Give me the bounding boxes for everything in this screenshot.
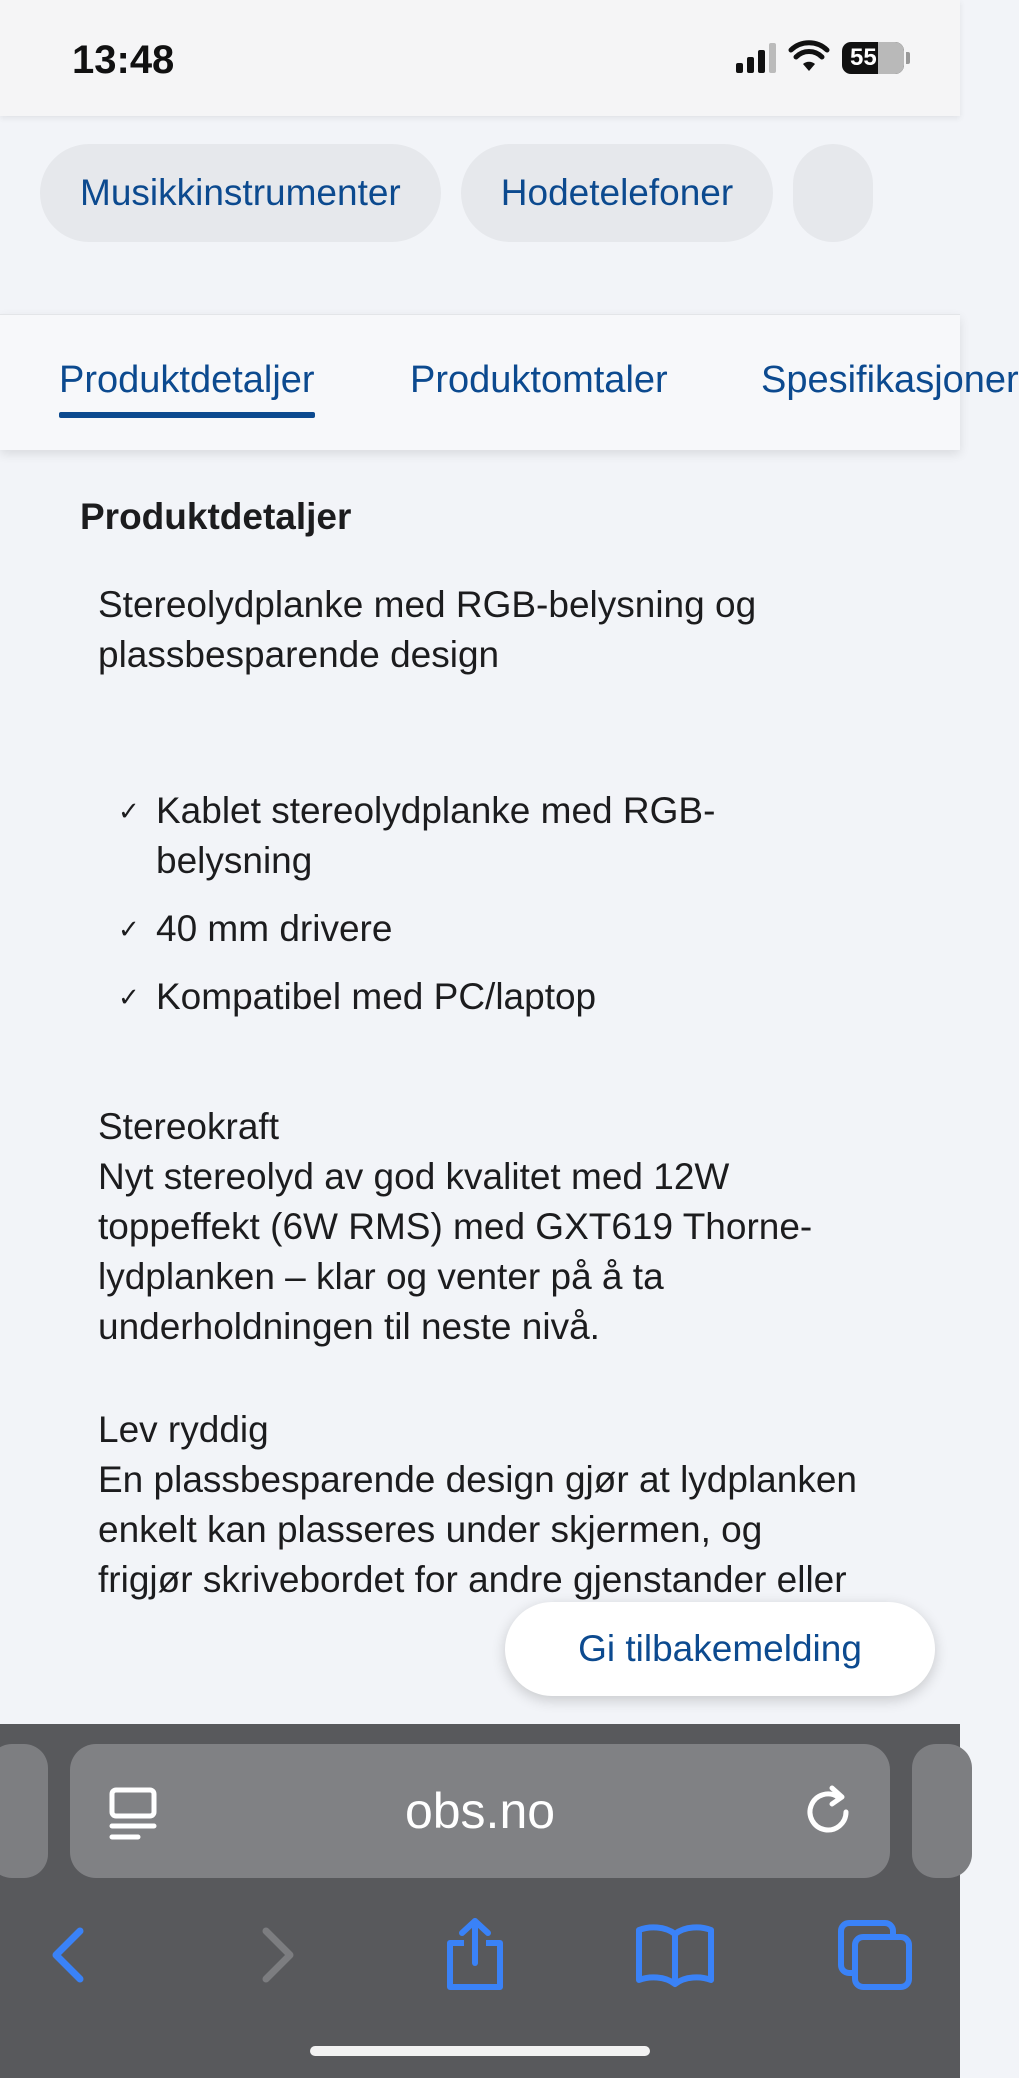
back-icon bbox=[44, 1925, 94, 1985]
tab-spesifikasjoner[interactable]: Spesifikasjoner bbox=[761, 359, 1019, 401]
status-time: 13:48 bbox=[72, 38, 175, 82]
chip-partial[interactable] bbox=[793, 144, 873, 242]
share-icon bbox=[442, 1917, 508, 1993]
home-indicator bbox=[310, 2046, 650, 2056]
battery-tip bbox=[906, 52, 910, 64]
list-item bbox=[118, 972, 858, 1022]
url-text: obs.no bbox=[404, 1783, 556, 1839]
section-title: Produktdetaljer bbox=[80, 496, 352, 537]
feature-text: 40 mm drivere bbox=[156, 908, 393, 949]
check-icon: ✓ bbox=[118, 982, 140, 1012]
reload-icon[interactable] bbox=[802, 1782, 858, 1842]
status-icons bbox=[736, 42, 910, 74]
list-item bbox=[118, 904, 858, 954]
back-button[interactable] bbox=[24, 1910, 114, 2000]
share-button[interactable] bbox=[430, 1910, 520, 2000]
tab-produktdetaljer[interactable]: Produktdetaljer bbox=[59, 359, 315, 401]
check-icon: ✓ bbox=[118, 914, 140, 944]
wifi-icon bbox=[790, 43, 828, 73]
check-icon: ✓ bbox=[118, 796, 140, 826]
block-body: Nyt stereolyd av god kvalitet med 12W toppeffekt (6W RMS) med GXT619 Thorne-lydplanken – klar og venter på å ta underholdningen til neste nivå. bbox=[98, 1156, 813, 1347]
product-intro: Stereolydplanke med RGB-belysning og plassbesparende design bbox=[98, 584, 757, 675]
feature-list bbox=[118, 786, 858, 1040]
product-tabs bbox=[0, 314, 1019, 450]
feedback-button[interactable]: Gi tilbakemelding bbox=[505, 1602, 935, 1696]
forward-button[interactable] bbox=[232, 1910, 322, 2000]
address-bar[interactable] bbox=[70, 1744, 890, 1878]
browser-toolbar bbox=[0, 1900, 960, 2010]
battery-icon bbox=[842, 42, 904, 74]
battery-level: 55 bbox=[850, 44, 877, 71]
block-lev-ryddig bbox=[98, 1405, 858, 1605]
feature-text: Kablet stereolydplanke med RGB-belysning bbox=[156, 790, 716, 881]
block-stereokraft bbox=[98, 1102, 858, 1352]
list-item bbox=[118, 786, 858, 886]
block-heading: Lev ryddig bbox=[98, 1409, 269, 1450]
forward-icon bbox=[252, 1925, 302, 1985]
cellular-signal-icon bbox=[736, 43, 776, 73]
tabs-icon bbox=[837, 1919, 913, 1991]
bookmarks-icon bbox=[635, 1922, 715, 1988]
status-bar bbox=[0, 0, 960, 116]
block-heading: Stereokraft bbox=[98, 1106, 279, 1147]
feature-text: Kompatibel med PC/laptop bbox=[156, 976, 597, 1017]
block-body: En plassbesparende design gjør at lydplanken enkelt kan plasseres under skjermen, og frigjør skrivebordet for andre gjenstander eller bbox=[98, 1459, 857, 1600]
tabs-button[interactable] bbox=[830, 1910, 920, 2000]
previous-tab-pill[interactable] bbox=[0, 1744, 48, 1878]
reader-icon[interactable] bbox=[106, 1786, 162, 1842]
chip-musikkinstrumenter[interactable]: Musikkinstrumenter bbox=[40, 144, 441, 242]
tab-produktomtaler[interactable]: Produktomtaler bbox=[410, 359, 668, 401]
chip-hodetelefoner[interactable]: Hodetelefoner bbox=[461, 144, 773, 242]
bookmarks-button[interactable] bbox=[630, 1910, 720, 2000]
next-tab-pill[interactable] bbox=[912, 1744, 972, 1878]
category-chips bbox=[40, 144, 960, 244]
browser-bar bbox=[0, 1724, 960, 2078]
